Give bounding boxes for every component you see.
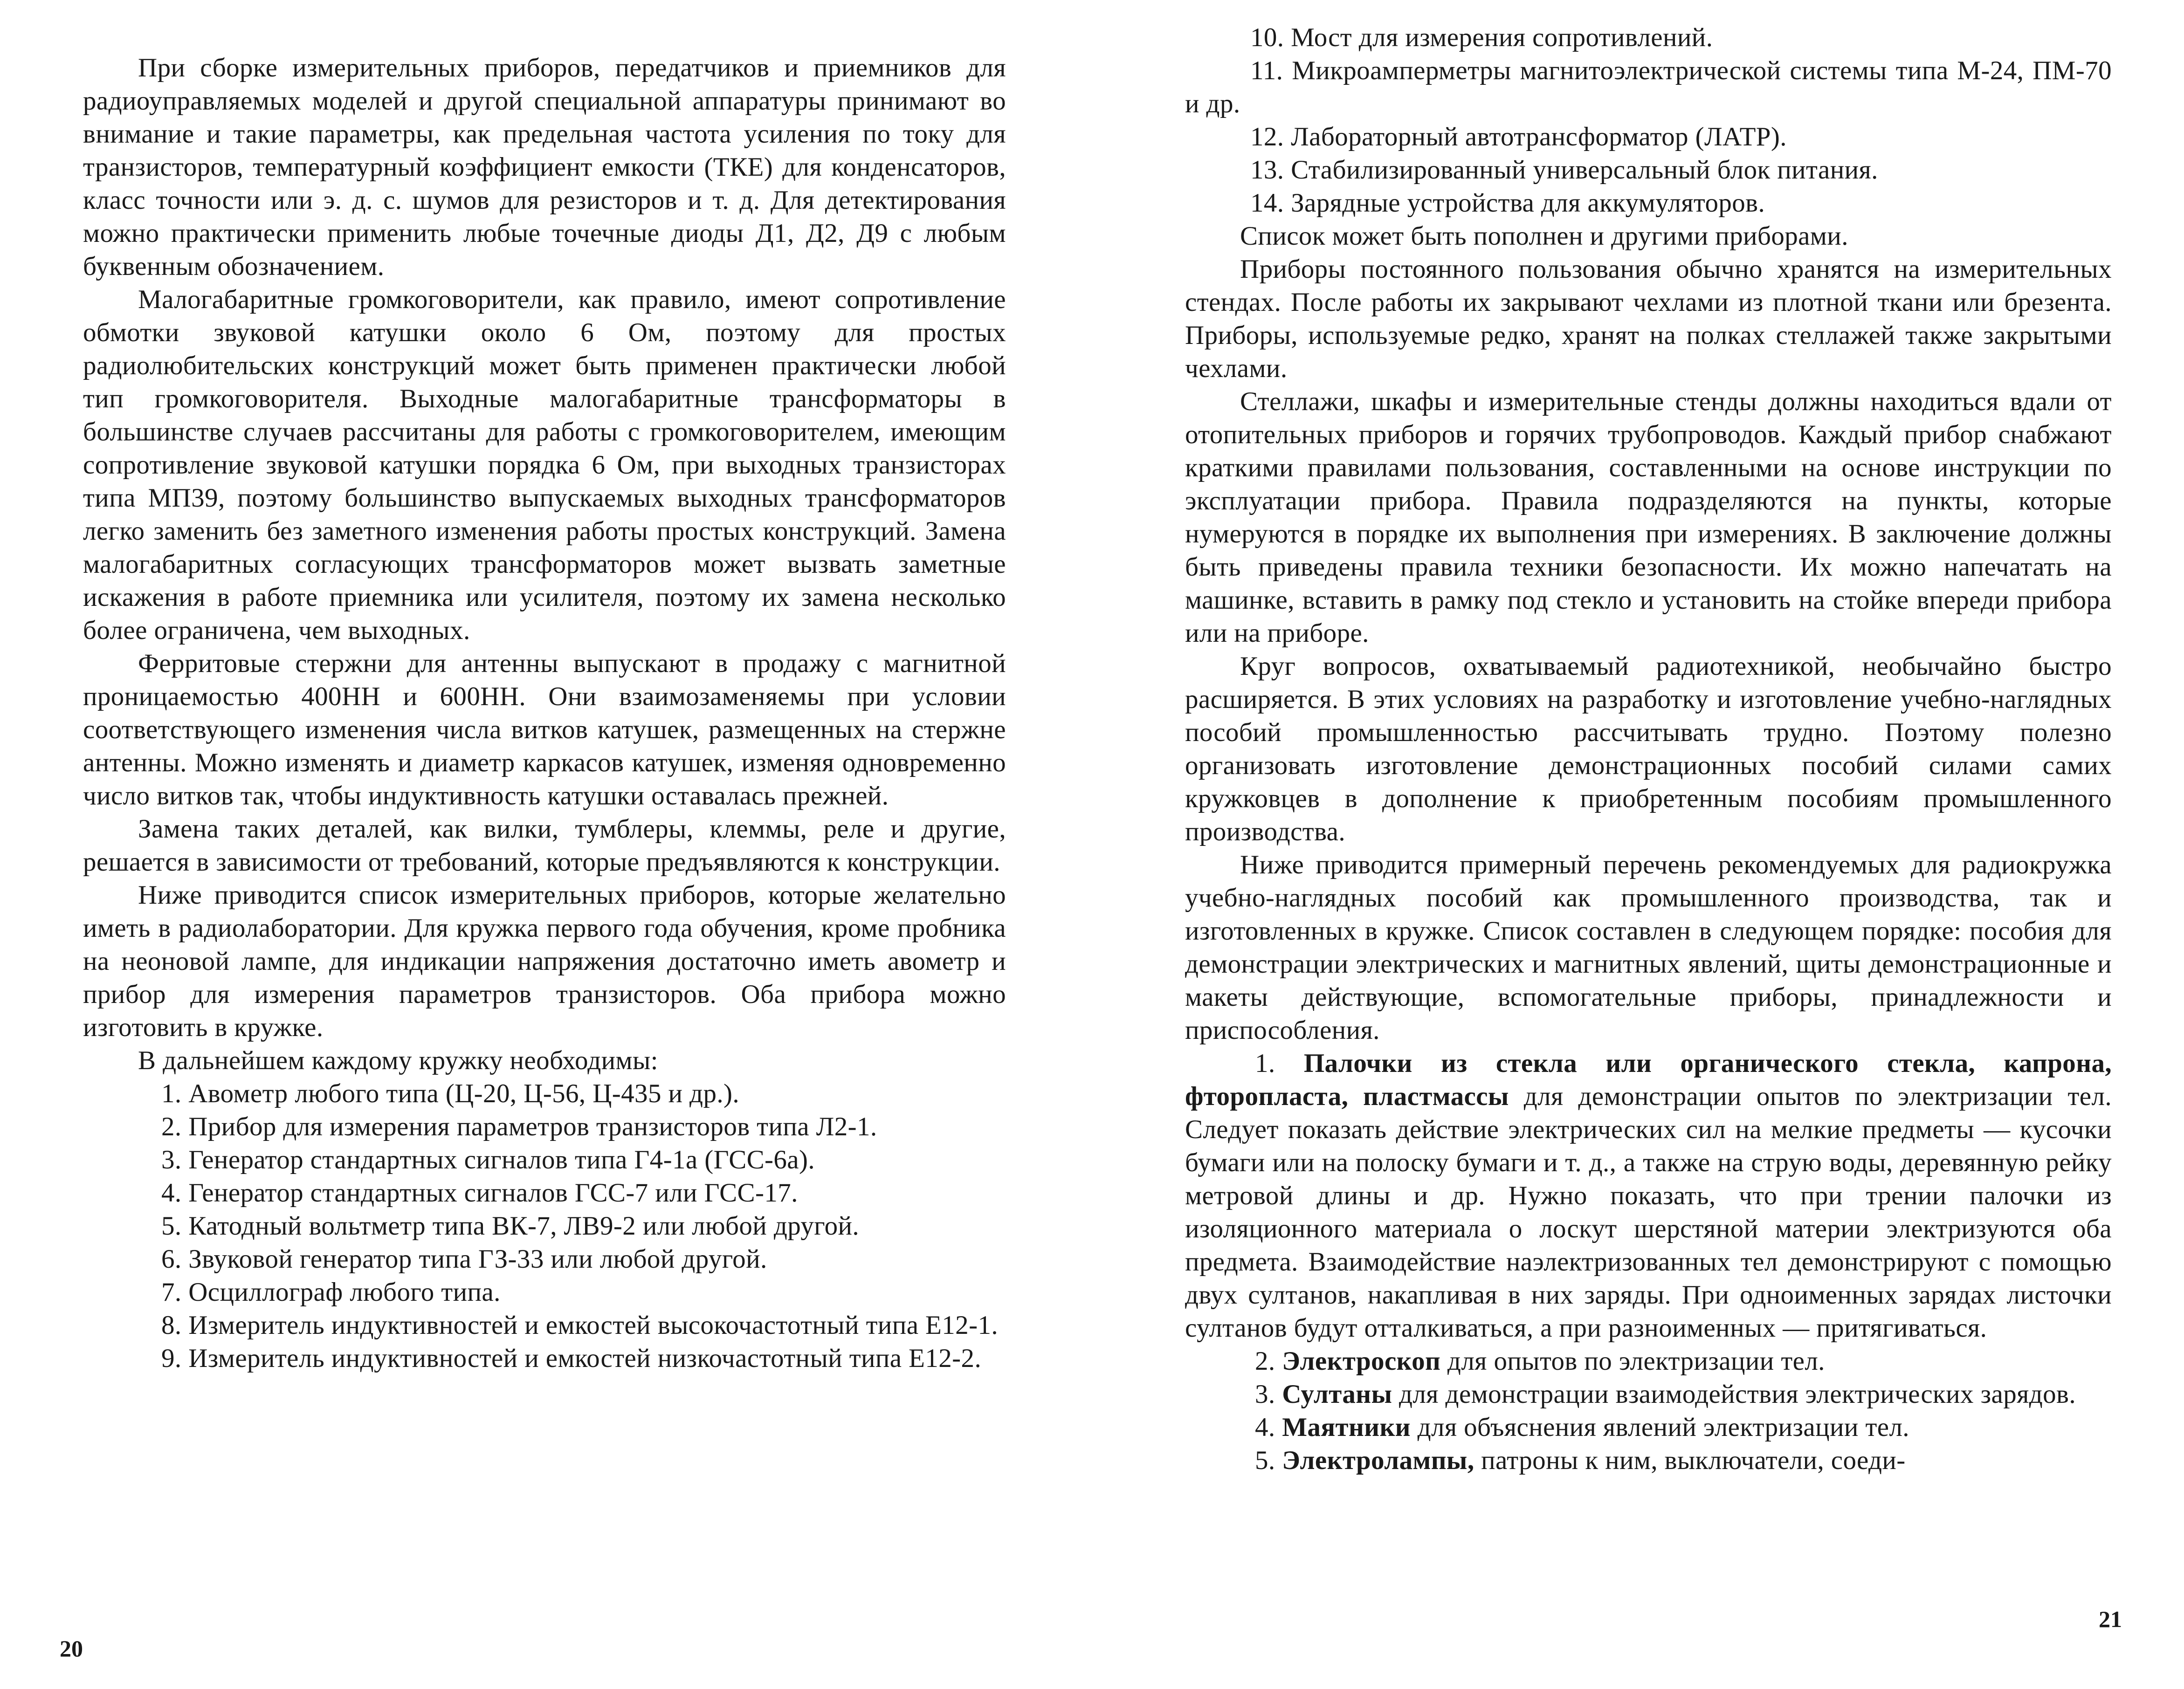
- page-number: 20: [60, 1635, 83, 1662]
- aid-term: Электролампы,: [1282, 1446, 1474, 1475]
- list-item: 9. Измеритель индуктивностей и емкостей низкочастотный типа Е12-2.: [161, 1344, 982, 1373]
- paragraph: Ферритовые стержни для антенны выпускают в продажу с магнитной проницаемостью 400НН и 600НН. Они взаимозаменяемы при условии соответствующего изменения числа витков катушек, размещенных на стержне антенны. Можно изменять и диаметр каркасов катушек, изменяя одновременно число витков так, чтобы индуктивность катушки оставалась прежней.: [83, 649, 1006, 810]
- list-item: 8. Измеритель индуктивностей и емкостей высокочастотный типа Е12-1.: [161, 1311, 998, 1340]
- list-outro: Список может быть пополнен и другими приборами.: [1240, 221, 1848, 251]
- paragraph: Приборы постоянного пользования обычно хранятся на измерительных стендах. После работы их закрывают чехлами из плотной ткани или брезента. Приборы, используемые редко, хранят на полках стеллажей также закрытыми чехлами.: [1185, 254, 2112, 383]
- aid-term: Маятники: [1282, 1413, 1411, 1442]
- aid-term: Электроскоп: [1282, 1346, 1441, 1376]
- aid-item: [1185, 1378, 2112, 1411]
- paragraph: Малогабаритные громкоговорители, как правило, имеют сопротивление обмотки звуковой катушки около 6 Ом, поэтому для простых радиолюбительских конструкций может быть применен практически любой тип громкоговорителя. Выходные малогабаритные трансформаторы в большинстве случаев рассчитаны для работы с громкоговорителем, имеющим сопротивление звуковой катушки порядка 6 Ом, при выходных транзисторах типа МП39, поэтому большинство выпускаемых выходных трансформаторов легко заменить без заметного изменения работы простых конструкций. Замена малогабаритных согласующих трансформаторов может вызвать заметные искажения в работе приемника или усилителя, поэтому их замена несколько более ограничена, чем выходных.: [83, 285, 1006, 645]
- right-page: [1092, 0, 2184, 1689]
- left-text-column: [83, 51, 1006, 1375]
- page-number: 21: [2099, 1606, 2122, 1632]
- list-item: 3. Генератор стандартных сигналов типа Г4-1а (ГСС-6а).: [161, 1145, 815, 1174]
- aid-description: для демонстрации взаимодействия электрических зарядов.: [1392, 1380, 2076, 1409]
- list-item: 1. Авометр любого типа (Ц-20, Ц-56, Ц-435 и др.).: [161, 1079, 740, 1108]
- aid-number: 5.: [1255, 1446, 1275, 1475]
- aid-number: 4.: [1255, 1413, 1275, 1442]
- list-item: 7. Осциллограф любого типа.: [161, 1277, 501, 1307]
- aid-item: [1185, 1411, 2112, 1444]
- paragraph: Замена таких деталей, как вилки, тумблеры, клеммы, реле и другие, решается в зависимости от требований, которые предъявляются к конструкции.: [83, 814, 1006, 877]
- aid-number: 3.: [1255, 1380, 1275, 1409]
- aid-number: 1.: [1255, 1049, 1275, 1078]
- list-item: 10. Мост для измерения сопротивлений.: [1250, 23, 1713, 52]
- list-intro: В дальнейшем каждому кружку необходимы:: [138, 1046, 658, 1075]
- aid-item: [1185, 1047, 2112, 1345]
- aid-description: для объяснения явлений электризации тел.: [1410, 1413, 1909, 1442]
- aid-number: 2.: [1255, 1346, 1275, 1376]
- list-item: 6. Звуковой генератор типа ГЗ-33 или любой другой.: [161, 1244, 767, 1274]
- list-item: 5. Катодный вольтметр типа ВК-7, ЛВ9-2 или любой другой.: [161, 1211, 860, 1241]
- paragraph: При сборке измерительных приборов, передатчиков и приемников для радиоуправляемых моделей и другой специальной аппаратуры принимают во внимание и такие параметры, как предельная частота усиления по току для транзисторов, температурный коэффициент емкости (ТКЕ) для конденсаторов, класс точности или э. д. с. шумов для резисторов и т. д. Для детектирования можно практически применить любые точечные диоды Д1, Д2, Д9 с любым буквенным обозначением.: [83, 53, 1006, 281]
- list-item: 14. Зарядные устройства для аккумуляторов.: [1250, 188, 1765, 218]
- list-item: 4. Генератор стандартных сигналов ГСС-7 или ГСС-17.: [161, 1178, 798, 1208]
- right-text-column: [1185, 21, 2112, 1477]
- aid-item: [1185, 1345, 2112, 1378]
- aid-description: патроны к ним, выключатели, соеди-: [1474, 1446, 1906, 1475]
- aid-description: для опытов по электризации тел.: [1440, 1346, 1825, 1376]
- list-item: 11. Микроамперметры магнитоэлектрической системы типа М-24, ПМ-70 и др.: [1185, 56, 2112, 118]
- paragraph: Круг вопросов, охватываемый радиотехникой, необычайно быстро расширяется. В этих условиях на разработку и изготовление учебно-наглядных пособий промышленностью рассчитывать трудно. Поэтому полезно организовать изготовление демонстрационных пособий силами самих кружковцев в дополнение к приобретенным пособиям промышленного производства.: [1185, 652, 2112, 846]
- aid-description: для демонстрации опытов по электризации тел. Следует показать действие электрических сил на мелкие предметы — кусочки бумаги или на полоску бумаги и т. д., а также на струю воды, деревянную рейку метровой длины и др. Нужно показать, что при трении палочки из изоляционного материала о лоскут шерстяной материи электризуются оба предмета. Взаимодействие наэлектризованных тел демонстрируют с помощью двух султанов, накапливая в них заряды. При одноименных зарядах листочки султанов будут отталкиваться, а при разноименных — притягиваться.: [1185, 1082, 2112, 1343]
- paragraph: Ниже приводится список измерительных приборов, которые желательно иметь в радиолаборатории. Для кружка первого года обучения, кроме пробника на неоновой лампе, для индикации напряжения достаточно иметь авометр и прибор для измерения параметров транзисторов. Оба прибора можно изготовить в кружке.: [83, 880, 1006, 1042]
- paragraph: Стеллажи, шкафы и измерительные стенды должны находиться вдали от отопительных приборов и горячих трубопроводов. Каждый прибор снабжают краткими правилами пользования, составленными на основе инструкции по эксплуатации прибора. Правила подразделяются на пункты, которые нумеруются в порядке их выполнения при измерениях. В заключение должны быть приведены правила техники безопасности. Их можно напечатать на машинке, вставить в рамку под стекло и установить на стойке впереди прибора или на приборе.: [1185, 387, 2112, 648]
- list-item: 13. Стабилизированный универсальный блок питания.: [1250, 155, 1878, 185]
- paragraph: Ниже приводится примерный перечень рекомендуемых для радиокружка учебно-наглядных пособий как промышленного производства, так и изготовленных в кружке. Список составлен в следующем порядке: пособия для демонстрации электрических и магнитных явлений, щиты демонстрационные и макеты действующие, вспомогательные приборы, принадлежности и приспособления.: [1185, 850, 2112, 1045]
- aid-item: [1185, 1444, 2112, 1477]
- aid-term: Палочки из стекла или органического стекла, капрона, фторопласта, пластмассы: [1185, 1049, 2112, 1111]
- aid-term: Султаны: [1282, 1380, 1392, 1409]
- list-item: 12. Лабораторный автотрансформатор (ЛАТР).: [1250, 122, 1787, 151]
- list-item: 2. Прибор для измерения параметров транзисторов типа Л2-1.: [161, 1112, 877, 1141]
